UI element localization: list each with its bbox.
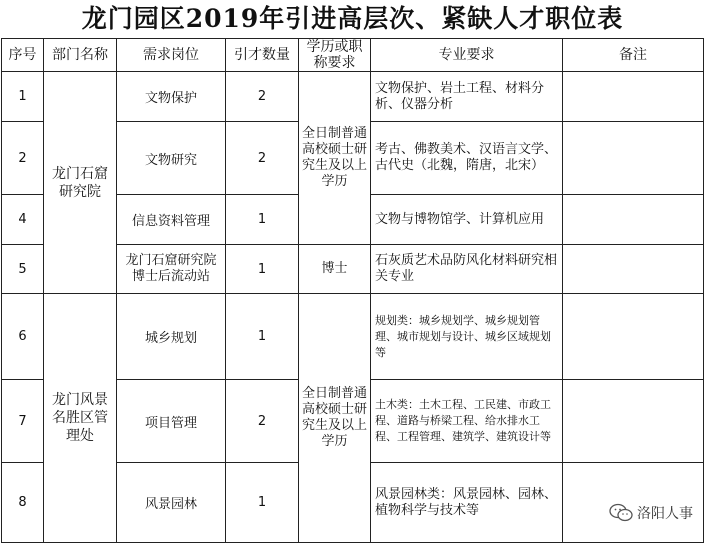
table-row xyxy=(2,72,704,122)
row-position: 文物保护 xyxy=(117,72,226,122)
row-remark xyxy=(563,294,704,380)
row-position: 风景园林 xyxy=(117,463,226,543)
header-remark: 备注 xyxy=(563,39,704,72)
education-requirement: 博士 xyxy=(299,245,371,294)
department-name: 龙门石窟研究院 xyxy=(44,72,117,294)
header-position: 需求岗位 xyxy=(117,39,226,72)
header-no: 序号 xyxy=(2,39,44,72)
header-row xyxy=(2,39,704,72)
watermark xyxy=(609,503,693,523)
row-count: 2 xyxy=(226,72,299,122)
row-remark xyxy=(563,122,704,195)
header-major: 专业要求 xyxy=(371,39,563,72)
row-count: 2 xyxy=(226,122,299,195)
row-major: 风景园林类：风景园林、园林、植物科学与技术等 xyxy=(371,463,563,543)
row-major: 土木类：土木工程、工民建、市政工程、道路与桥梁工程、给水排水工程、工程管理、建筑学、建筑设计等 xyxy=(371,380,563,463)
row-no: 1 xyxy=(2,72,44,122)
row-count: 1 xyxy=(226,463,299,543)
row-remark xyxy=(563,195,704,245)
header-education: 学历或职称要求 xyxy=(299,39,371,72)
row-major: 文物与博物馆学、计算机应用 xyxy=(371,195,563,245)
watermark-text: 洛阳人事 xyxy=(637,506,693,522)
row-position: 龙门石窟研究院博士后流动站 xyxy=(117,245,226,294)
row-no: 5 xyxy=(2,245,44,294)
row-major: 石灰质艺术品防风化材料研究相关专业 xyxy=(371,245,563,294)
row-position: 文物研究 xyxy=(117,122,226,195)
education-requirement: 全日制普通高校硕士研究生及以上学历 xyxy=(299,72,371,245)
row-no: 6 xyxy=(2,294,44,380)
row-position: 城乡规划 xyxy=(117,294,226,380)
document-title: 龙门园区2019年引进高层次、紧缺人才职位表 xyxy=(81,4,624,33)
position-table xyxy=(1,38,704,543)
row-position: 信息资料管理 xyxy=(117,195,226,245)
row-position: 项目管理 xyxy=(117,380,226,463)
row-count: 2 xyxy=(226,380,299,463)
row-major: 规划类：城乡规划学、城乡规划管理、城市规划与设计、城乡区域规划等 xyxy=(371,294,563,380)
department-name: 龙门风景名胜区管理处 xyxy=(44,294,117,543)
table-row xyxy=(2,294,704,380)
row-remark xyxy=(563,380,704,463)
wechat-icon xyxy=(609,503,633,523)
row-remark xyxy=(563,245,704,294)
row-no: 4 xyxy=(2,195,44,245)
row-no: 7 xyxy=(2,380,44,463)
row-remark xyxy=(563,72,704,122)
row-no: 8 xyxy=(2,463,44,543)
row-count: 1 xyxy=(226,195,299,245)
row-count: 1 xyxy=(226,245,299,294)
row-major: 考古、佛教美术、汉语言文学、古代史（北魏，隋唐，北宋） xyxy=(371,122,563,195)
header-count: 引才数量 xyxy=(226,39,299,72)
row-major: 文物保护、岩土工程、材料分析、仪器分析 xyxy=(371,72,563,122)
header-department: 部门名称 xyxy=(44,39,117,72)
row-count: 1 xyxy=(226,294,299,380)
row-no: 2 xyxy=(2,122,44,195)
education-requirement: 全日制普通高校硕士研究生及以上学历 xyxy=(299,294,371,543)
